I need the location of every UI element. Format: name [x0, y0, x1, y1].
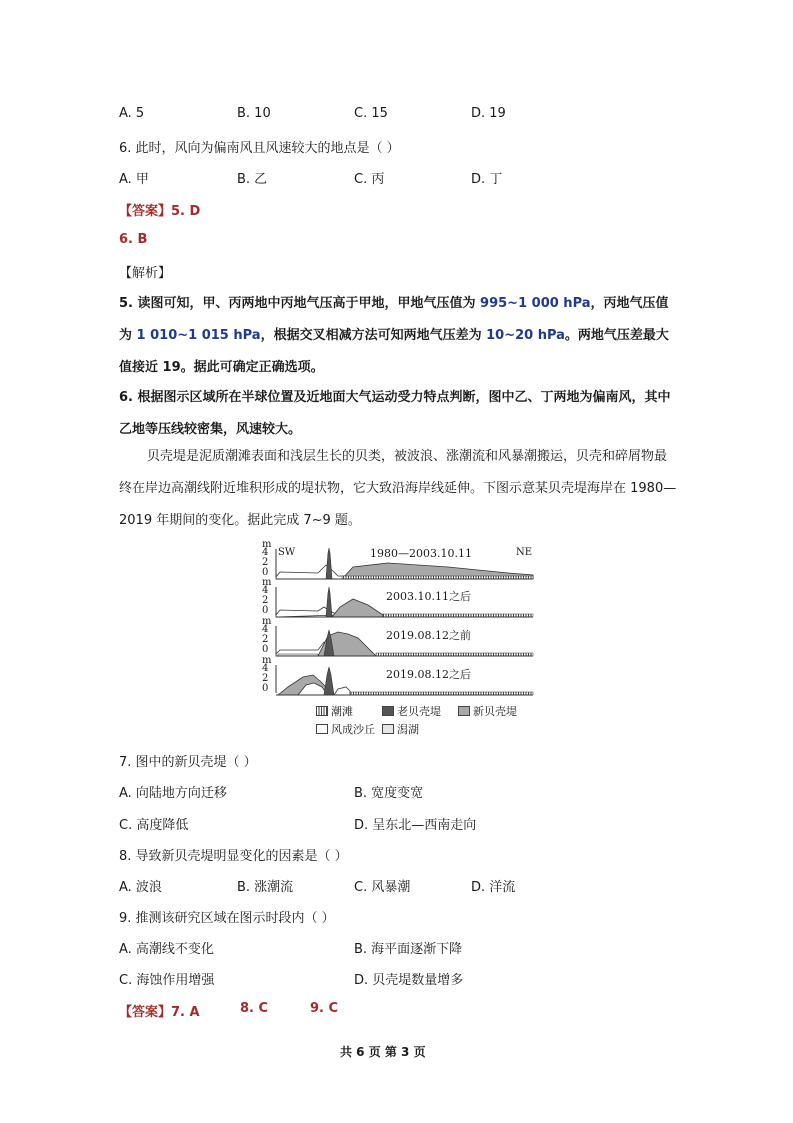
- tick-4: 4: [262, 547, 269, 558]
- q5-option-a: A. 5: [119, 106, 145, 121]
- tick-0: 0: [262, 567, 269, 578]
- direction-ne: NE: [516, 547, 533, 558]
- answer-6: 6. B: [119, 232, 148, 247]
- analysis-5: [119, 288, 679, 384]
- figure-panel-2: [258, 577, 538, 619]
- legend-old-ridge: [382, 703, 441, 719]
- panel-2-label: 2003.10.11之后: [386, 590, 471, 603]
- tick-0-p4: 0: [262, 683, 269, 694]
- analysis-5-value-2: 1 010~1 015 hPa: [136, 328, 261, 343]
- tick-0-p2: 0: [262, 605, 269, 616]
- q5-option-c: C. 15: [354, 106, 388, 121]
- q6-option-b: B. 乙: [237, 172, 268, 187]
- q8-option-d: D. 洋流: [471, 880, 516, 895]
- answer-block-5-6: [119, 200, 200, 219]
- q7-stem: 7. 图中的新贝壳堤（ ）: [119, 755, 257, 770]
- q7-option-a: A. 向陆地方向迁移: [119, 786, 227, 801]
- legend-new-swatch: [458, 706, 470, 716]
- q9-option-b: B. 海平面逐渐下降: [354, 942, 463, 957]
- analysis-5-value-3: 10~20 hPa: [486, 328, 565, 343]
- legend-new-ridge: [458, 703, 517, 719]
- analysis-5-text-2: ，丙地气压值为: [119, 296, 669, 343]
- legend-old-swatch: [382, 706, 394, 716]
- q9-option-c: C. 海蚀作用增强: [119, 973, 215, 988]
- figure-unit-4: m: [262, 655, 272, 666]
- tick-4-p2: 4: [262, 585, 269, 596]
- legend-dune-label: 风成沙丘: [331, 723, 375, 736]
- q8-option-a: A. 波浪: [119, 880, 162, 895]
- tick-2-p2: 2: [262, 595, 269, 606]
- answer-9: 9. C: [310, 1001, 339, 1016]
- legend-tidal-flat: [316, 703, 353, 719]
- q7-option-d: D. 呈东北—西南走向: [354, 818, 477, 833]
- q7-option-c: C. 高度降低: [119, 818, 189, 833]
- answer-8: 8. C: [240, 1001, 269, 1016]
- q5-option-b: B. 10: [237, 106, 271, 121]
- panel-1-label: 1980—2003.10.11: [370, 547, 472, 560]
- answer-5: 5. D: [171, 204, 201, 219]
- analysis-6: 6. 根据图示区域所在半球位置及近地面大气运动受力特点判断，图中乙、丁两地为偏南风，其中乙地等压线较密集，风速较大。: [119, 390, 671, 437]
- q7-option-b: B. 宽度变宽: [354, 786, 424, 801]
- tick-4-p4: 4: [262, 663, 269, 674]
- legend-tidal-label: 潮滩: [331, 705, 353, 718]
- figure-unit-2: m: [262, 577, 272, 588]
- page-footer: 共 6 页 第 3 页: [340, 1045, 426, 1059]
- q6-option-c: C. 丙: [354, 172, 385, 187]
- q9-option-d: D. 贝壳堤数量增多: [354, 973, 464, 988]
- legend-lagoon: [382, 721, 419, 737]
- shell-ridge-figure: [258, 539, 538, 738]
- legend-old-label: 老贝壳堤: [397, 705, 441, 718]
- direction-sw: SW: [278, 547, 296, 558]
- analysis-label: 【解析】: [119, 266, 172, 281]
- answer-label-2: 【答案】: [119, 1005, 172, 1020]
- q5-option-d: D. 19: [471, 106, 506, 121]
- figure-panel-1: [258, 539, 538, 581]
- tick-2-p3: 2: [262, 634, 269, 645]
- panel-3-label: 2019.08.12之前: [386, 629, 471, 642]
- q8-stem: 8. 导致新贝壳堤明显变化的因素是（ ）: [119, 849, 348, 864]
- tick-0-p3: 0: [262, 644, 269, 655]
- figure-unit: m: [262, 539, 272, 550]
- analysis-5-text-3: ，根据交叉相减方法可知两地气压差为: [260, 328, 487, 343]
- q8-option-c: C. 风暴潮: [354, 880, 411, 895]
- answer-7: 7. A: [171, 1005, 200, 1020]
- q6-option-a: A. 甲: [119, 172, 149, 187]
- figure-panel-3: [258, 616, 538, 658]
- answer-label: 【答案】: [119, 204, 172, 219]
- analysis-5-text-4: 。两地气压差最大值接近 19。据此可确定正确选项。: [119, 328, 669, 375]
- q8-option-b: B. 涨潮流: [237, 880, 294, 895]
- analysis-5-value-1: 995~1 000 hPa: [480, 296, 591, 311]
- tick-2-p4: 2: [262, 673, 269, 684]
- panel-4-label: 2019.08.12之后: [386, 668, 471, 681]
- figure-unit-3: m: [262, 616, 272, 627]
- q6-option-d: D. 丁: [471, 172, 503, 187]
- legend-dune: [316, 721, 375, 737]
- q9-stem: 9. 推测该研究区域在图示时段内（ ）: [119, 911, 335, 926]
- answer-block-7-9: [119, 1001, 200, 1020]
- analysis-5-text-1: 5. 读图可知，甲、丙两地中丙地气压高于甲地，甲地气压值为: [119, 296, 481, 311]
- tick-2: 2: [262, 557, 269, 568]
- legend-lagoon-label: 潟湖: [397, 723, 419, 736]
- tick-4-p3: 4: [262, 624, 269, 635]
- figure-panel-4: [258, 655, 538, 697]
- q6-stem: 6. 此时，风向为偏南风且风速较大的地点是（ ）: [119, 141, 400, 156]
- intro-passage: 贝壳堤是泥质潮滩表面和浅层生长的贝类，被波浪、涨潮流和风暴潮搬运，贝壳和碎屑物最终在岸边高潮线附近堆积形成的堤状物，它大致沿海岸线延伸。下图示意某贝壳堤海岸在 1980—2019 年期间的变化。据此完成 7~9 题。: [119, 449, 677, 528]
- legend-new-label: 新贝壳堤: [473, 705, 517, 718]
- legend-lagoon-swatch: [382, 724, 394, 734]
- q9-option-a: A. 高潮线不变化: [119, 942, 214, 957]
- legend-dune-swatch: [316, 724, 328, 734]
- legend-tidal-swatch: [316, 706, 328, 716]
